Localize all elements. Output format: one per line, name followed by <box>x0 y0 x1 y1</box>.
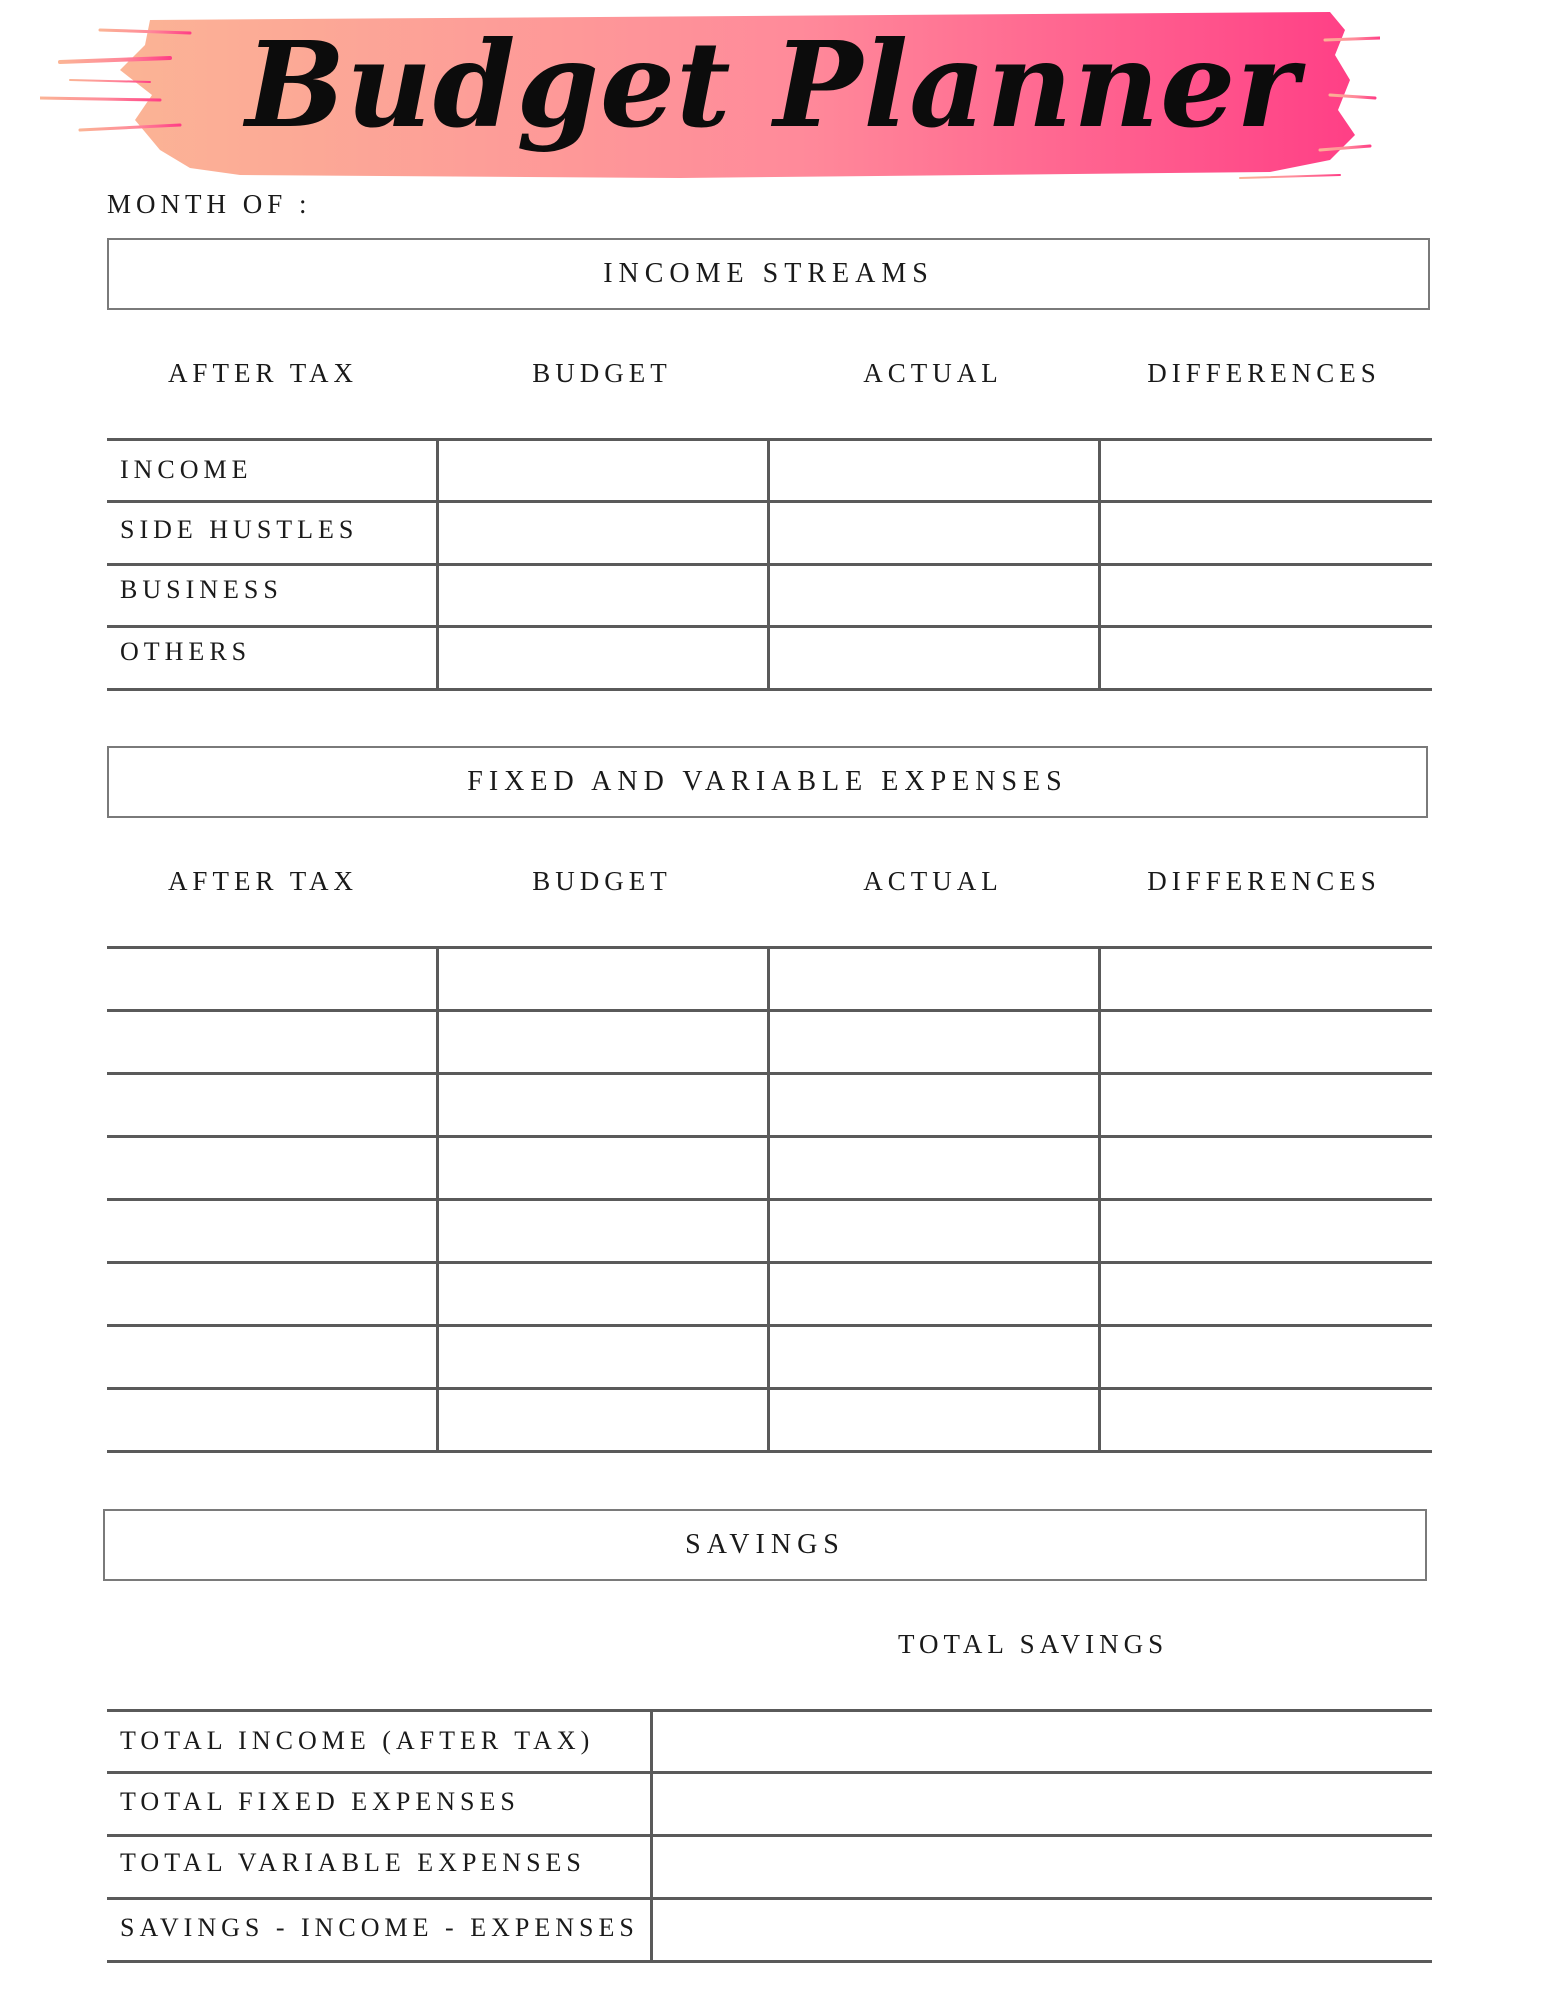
expense-row-7[interactable] <box>107 1328 1432 1386</box>
expense-row-1[interactable] <box>107 950 1432 1008</box>
income-row-side-hustles: SIDE HUSTLES <box>120 515 359 544</box>
side-hustles-budget-cell[interactable] <box>440 504 766 562</box>
savings-row-total-income: TOTAL INCOME (AFTER TAX) <box>120 1726 595 1755</box>
income-row-others: OTHERS <box>120 637 252 666</box>
income-differences-cell[interactable] <box>1102 442 1430 499</box>
income-section-title: INCOME STREAMS <box>603 258 934 289</box>
savings-row-total-fixed-expenses: TOTAL FIXED EXPENSES <box>120 1787 520 1816</box>
expense-row-2[interactable] <box>107 1013 1432 1071</box>
others-differences-cell[interactable] <box>1102 629 1430 687</box>
total-fixed-expenses-value-cell[interactable] <box>654 1775 1430 1833</box>
expenses-section-header <box>107 746 1428 818</box>
side-hustles-differences-cell[interactable] <box>1102 504 1430 562</box>
income-col-differences: DIFFERENCES <box>1147 358 1381 388</box>
income-row-business: BUSINESS <box>120 575 283 604</box>
expense-row-6[interactable] <box>107 1265 1432 1323</box>
business-differences-cell[interactable] <box>1102 567 1430 624</box>
savings-section-header <box>103 1509 1427 1581</box>
savings-row-total-variable-expenses: TOTAL VARIABLE EXPENSES <box>120 1848 586 1877</box>
expense-row-4[interactable] <box>107 1139 1432 1197</box>
expenses-col-differences: DIFFERENCES <box>1147 866 1381 896</box>
total-income-value-cell[interactable] <box>654 1713 1430 1770</box>
income-col-budget: BUDGET <box>532 358 672 388</box>
savings-result-value-cell[interactable] <box>654 1901 1430 1959</box>
page-title: Budget Planner <box>245 15 1300 154</box>
income-budget-cell[interactable] <box>440 442 766 499</box>
others-actual-cell[interactable] <box>771 629 1097 687</box>
income-actual-cell[interactable] <box>771 442 1097 499</box>
expenses-col-actual: ACTUAL <box>863 866 1003 896</box>
side-hustles-actual-cell[interactable] <box>771 504 1097 562</box>
business-budget-cell[interactable] <box>440 567 766 624</box>
expense-row-3[interactable] <box>107 1076 1432 1134</box>
business-actual-cell[interactable] <box>771 567 1097 624</box>
savings-section-title: SAVINGS <box>685 1529 845 1560</box>
income-col-after-tax: AFTER TAX <box>167 358 359 388</box>
total-savings-column-label: TOTAL SAVINGS <box>898 1629 1169 1659</box>
expense-row-5[interactable] <box>107 1202 1432 1260</box>
expenses-section-title: FIXED AND VARIABLE EXPENSES <box>467 766 1068 797</box>
income-row-income: INCOME <box>120 455 253 484</box>
expenses-col-after-tax: AFTER TAX <box>167 866 359 896</box>
income-col-actual: ACTUAL <box>863 358 1003 388</box>
total-variable-expenses-value-cell[interactable] <box>654 1838 1430 1896</box>
expense-row-8[interactable] <box>107 1391 1432 1449</box>
income-section-header <box>107 238 1430 310</box>
savings-row-savings-formula: SAVINGS - INCOME - EXPENSES <box>120 1913 639 1942</box>
expenses-col-budget: BUDGET <box>532 866 672 896</box>
others-budget-cell[interactable] <box>440 629 766 687</box>
month-of-label: MONTH OF : <box>107 189 312 219</box>
